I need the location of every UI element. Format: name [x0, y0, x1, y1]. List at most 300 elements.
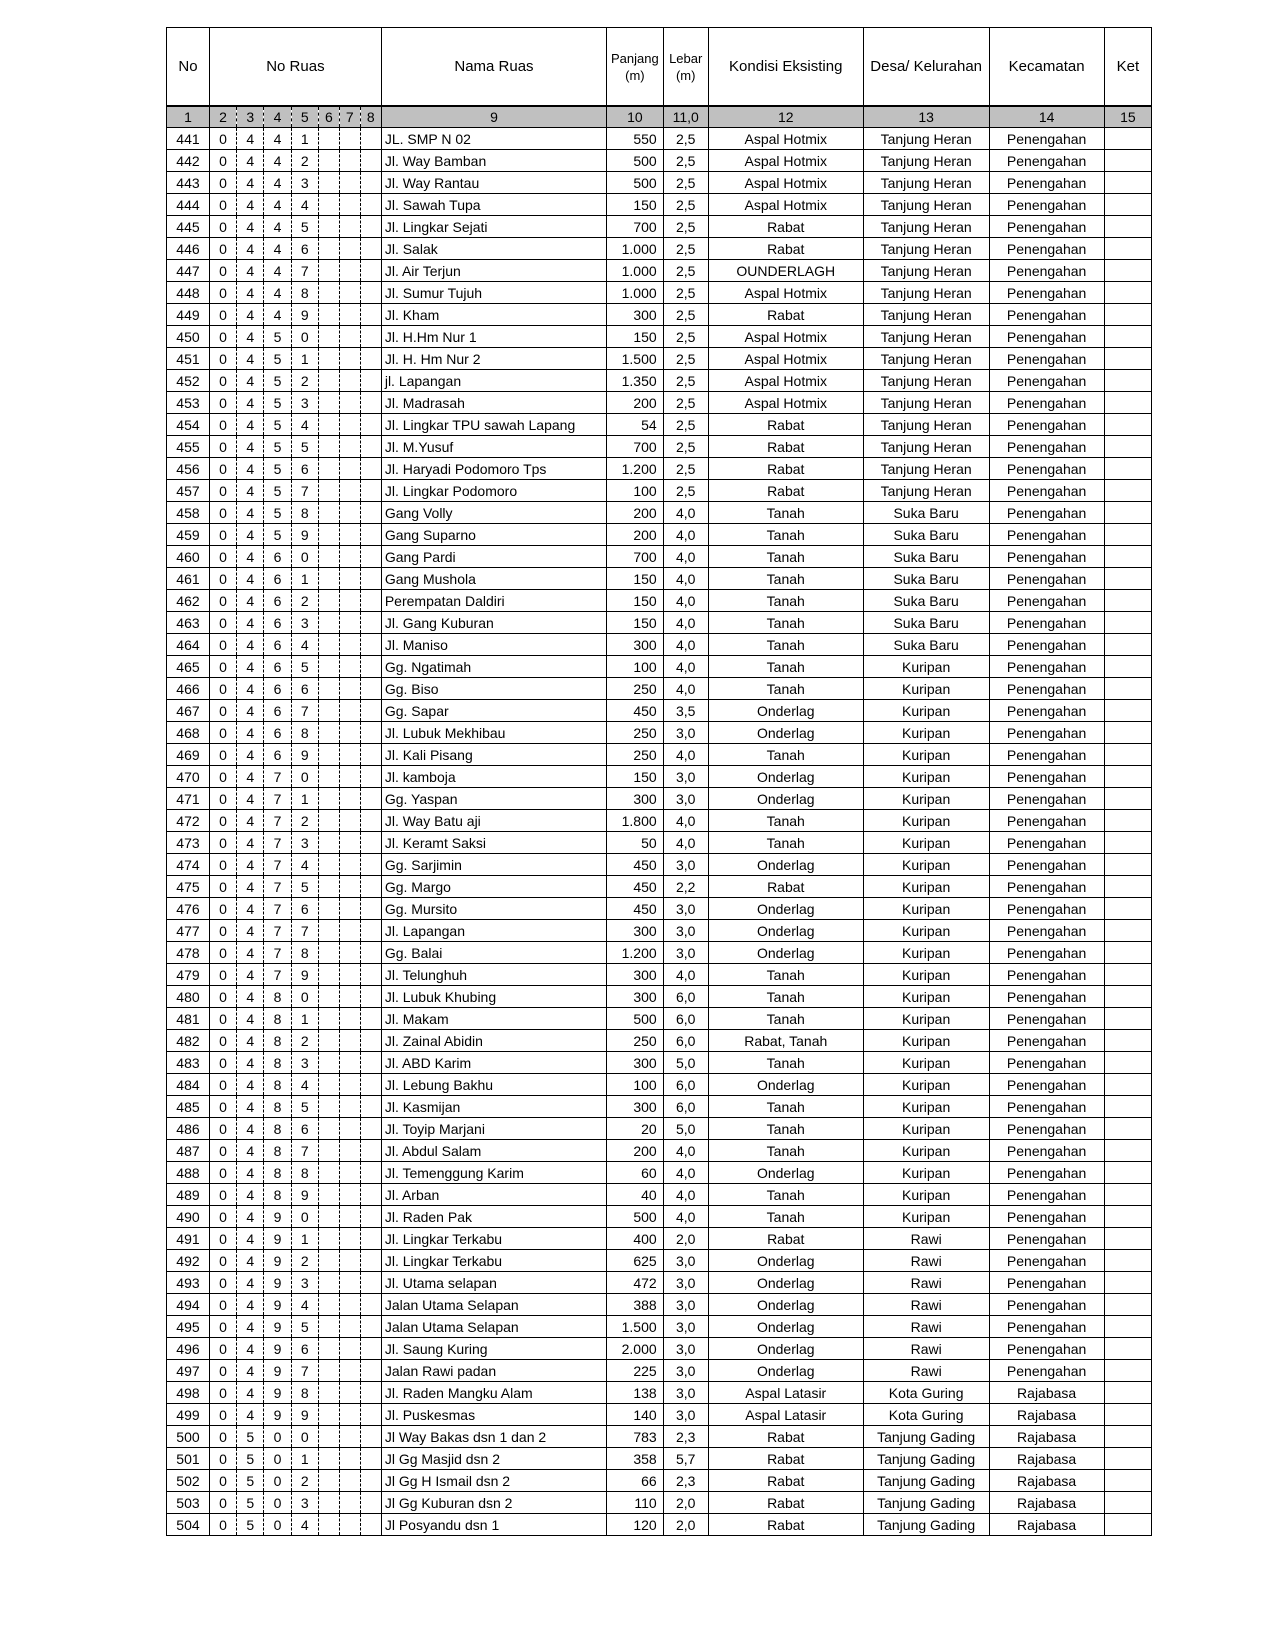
desa: Kuripan — [863, 766, 989, 788]
kecamatan: Penengahan — [989, 986, 1104, 1008]
ruas-digit-empty — [360, 1514, 381, 1536]
ruas-digit-empty — [360, 1272, 381, 1294]
ruas-digit-empty — [339, 1030, 360, 1052]
lebar: 3,0 — [663, 1316, 708, 1338]
ruas-digit-empty — [318, 1074, 339, 1096]
ruas-digit: 1 — [291, 1008, 318, 1030]
ket-cell — [1104, 1074, 1151, 1096]
kondisi: Aspal Hotmix — [708, 348, 863, 370]
row-number: 493 — [167, 1272, 210, 1294]
kondisi: Rabat — [708, 1470, 863, 1492]
ruas-digit-empty — [339, 370, 360, 392]
table-row — [167, 898, 1152, 920]
ruas-digit: 0 — [209, 788, 236, 810]
ket-cell — [1104, 744, 1151, 766]
ruas-digit-empty — [360, 1470, 381, 1492]
ruas-digit: 4 — [291, 854, 318, 876]
row-number: 492 — [167, 1250, 210, 1272]
kecamatan: Penengahan — [989, 1184, 1104, 1206]
ruas-digit-empty — [339, 854, 360, 876]
ruas-digit-empty — [339, 1426, 360, 1448]
ruas-digit: 5 — [237, 1448, 264, 1470]
table-row — [167, 612, 1152, 634]
nama-ruas: Gg. Mursito — [381, 898, 606, 920]
nama-ruas: Jl. Lubuk Mekhibau — [381, 722, 606, 744]
desa: Rawi — [863, 1272, 989, 1294]
table-row — [167, 964, 1152, 986]
row-number: 445 — [167, 216, 210, 238]
desa: Tanjung Gading — [863, 1514, 989, 1536]
nama-ruas: Gg. Sarjimin — [381, 854, 606, 876]
ruas-digit: 0 — [209, 370, 236, 392]
ruas-digit: 0 — [209, 414, 236, 436]
kondisi: OUNDERLAGH — [708, 260, 863, 282]
ruas-digit: 0 — [209, 612, 236, 634]
panjang: 200 — [607, 1140, 664, 1162]
lebar: 3,0 — [663, 1404, 708, 1426]
ket-cell — [1104, 326, 1151, 348]
ruas-digit-empty — [360, 656, 381, 678]
ket-cell — [1104, 1008, 1151, 1030]
table-row — [167, 1338, 1152, 1360]
kecamatan: Rajabasa — [989, 1426, 1104, 1448]
kecamatan: Penengahan — [989, 876, 1104, 898]
ruas-digit: 0 — [209, 436, 236, 458]
ruas-digit: 4 — [237, 986, 264, 1008]
ruas-digit: 5 — [264, 502, 291, 524]
desa: Suka Baru — [863, 546, 989, 568]
nama-ruas: Gg. Ngatimah — [381, 656, 606, 678]
ruas-digit-empty — [339, 612, 360, 634]
table-row — [167, 1294, 1152, 1316]
lebar: 4,0 — [663, 744, 708, 766]
table-row — [167, 172, 1152, 194]
ruas-digit-empty — [339, 876, 360, 898]
header-row — [167, 28, 1152, 107]
row-number: 467 — [167, 700, 210, 722]
ruas-digit-empty — [318, 304, 339, 326]
column-number: 9 — [381, 106, 606, 128]
header-kondisi: Kondisi Eksisting — [708, 28, 863, 107]
ruas-digit: 0 — [209, 1514, 236, 1536]
ket-cell — [1104, 1030, 1151, 1052]
ruas-digit-empty — [360, 920, 381, 942]
ket-cell — [1104, 832, 1151, 854]
ruas-digit: 5 — [264, 436, 291, 458]
kondisi: Tanah — [708, 502, 863, 524]
ruas-digit: 4 — [237, 1184, 264, 1206]
ruas-digit-empty — [339, 1404, 360, 1426]
ruas-digit-empty — [339, 744, 360, 766]
nama-ruas: Jl. Puskesmas — [381, 1404, 606, 1426]
ruas-digit-empty — [318, 1052, 339, 1074]
nama-ruas: Jl. H. Hm Nur 2 — [381, 348, 606, 370]
nama-ruas: Gg. Margo — [381, 876, 606, 898]
ruas-digit-empty — [360, 634, 381, 656]
ruas-digit-empty — [360, 458, 381, 480]
ruas-digit: 3 — [291, 832, 318, 854]
ruas-digit: 4 — [264, 238, 291, 260]
ruas-digit: 8 — [264, 1074, 291, 1096]
lebar: 4,0 — [663, 810, 708, 832]
ruas-digit: 4 — [237, 436, 264, 458]
nama-ruas: Jl. Lebung Bakhu — [381, 1074, 606, 1096]
ruas-digit: 6 — [291, 678, 318, 700]
ruas-digit-empty — [339, 700, 360, 722]
ruas-digit: 1 — [291, 788, 318, 810]
kondisi: Rabat — [708, 1426, 863, 1448]
ruas-digit: 2 — [291, 590, 318, 612]
desa: Tanjung Gading — [863, 1448, 989, 1470]
ruas-digit: 7 — [264, 810, 291, 832]
nama-ruas: Jl. Lingkar Terkabu — [381, 1228, 606, 1250]
ruas-digit: 7 — [264, 920, 291, 942]
column-number: 7 — [339, 106, 360, 128]
table-row — [167, 766, 1152, 788]
panjang: 100 — [607, 480, 664, 502]
ket-cell — [1104, 458, 1151, 480]
ruas-digit-empty — [339, 722, 360, 744]
kecamatan: Penengahan — [989, 546, 1104, 568]
ruas-digit-empty — [318, 964, 339, 986]
kondisi: Onderlag — [708, 1338, 863, 1360]
table-row — [167, 788, 1152, 810]
lebar: 4,0 — [663, 612, 708, 634]
kondisi: Tanah — [708, 986, 863, 1008]
desa: Kuripan — [863, 854, 989, 876]
ruas-digit: 7 — [291, 920, 318, 942]
table-row — [167, 634, 1152, 656]
panjang: 625 — [607, 1250, 664, 1272]
ket-cell — [1104, 282, 1151, 304]
panjang: 1.000 — [607, 282, 664, 304]
lebar: 4,0 — [663, 1140, 708, 1162]
ruas-digit-empty — [318, 1228, 339, 1250]
ruas-digit-empty — [339, 1074, 360, 1096]
ruas-digit: 0 — [209, 480, 236, 502]
panjang: 150 — [607, 194, 664, 216]
nama-ruas: Jl. Lubuk Khubing — [381, 986, 606, 1008]
ruas-digit: 2 — [291, 1470, 318, 1492]
row-number: 443 — [167, 172, 210, 194]
ruas-digit: 3 — [291, 1492, 318, 1514]
ruas-digit-empty — [360, 1008, 381, 1030]
desa: Tanjung Heran — [863, 282, 989, 304]
row-number: 465 — [167, 656, 210, 678]
desa: Tanjung Heran — [863, 370, 989, 392]
desa: Kuripan — [863, 1118, 989, 1140]
ket-cell — [1104, 810, 1151, 832]
ruas-digit: 0 — [209, 898, 236, 920]
table-row — [167, 1096, 1152, 1118]
lebar: 2,5 — [663, 282, 708, 304]
kondisi: Tanah — [708, 524, 863, 546]
ket-cell — [1104, 1272, 1151, 1294]
desa: Kuripan — [863, 1052, 989, 1074]
table-row — [167, 1250, 1152, 1272]
desa: Tanjung Heran — [863, 458, 989, 480]
lebar: 4,0 — [663, 1206, 708, 1228]
ruas-digit: 6 — [291, 898, 318, 920]
kondisi: Aspal Hotmix — [708, 392, 863, 414]
ket-cell — [1104, 1404, 1151, 1426]
ruas-digit-empty — [360, 766, 381, 788]
table-row — [167, 700, 1152, 722]
ruas-digit: 9 — [291, 964, 318, 986]
ruas-digit: 4 — [237, 1360, 264, 1382]
ruas-digit: 8 — [264, 1052, 291, 1074]
panjang: 450 — [607, 700, 664, 722]
table-row — [167, 1008, 1152, 1030]
desa: Rawi — [863, 1228, 989, 1250]
ruas-digit-empty — [318, 876, 339, 898]
ruas-digit: 4 — [264, 172, 291, 194]
ruas-digit-empty — [339, 1316, 360, 1338]
ruas-digit: 0 — [209, 832, 236, 854]
ket-cell — [1104, 788, 1151, 810]
ruas-digit: 8 — [264, 986, 291, 1008]
panjang: 150 — [607, 326, 664, 348]
ruas-digit: 0 — [209, 304, 236, 326]
kondisi: Rabat — [708, 304, 863, 326]
ruas-digit: 8 — [291, 722, 318, 744]
ruas-digit: 4 — [237, 260, 264, 282]
panjang: 200 — [607, 502, 664, 524]
ruas-digit: 4 — [264, 194, 291, 216]
kondisi: Tanah — [708, 590, 863, 612]
lebar: 3,0 — [663, 920, 708, 942]
road-table — [166, 27, 1152, 1536]
ruas-digit-empty — [339, 1140, 360, 1162]
kondisi: Rabat — [708, 1514, 863, 1536]
ruas-digit-empty — [339, 546, 360, 568]
ruas-digit: 4 — [237, 480, 264, 502]
row-number: 499 — [167, 1404, 210, 1426]
panjang: 250 — [607, 744, 664, 766]
ruas-digit: 8 — [264, 1162, 291, 1184]
ruas-digit: 4 — [264, 150, 291, 172]
desa: Kuripan — [863, 678, 989, 700]
ruas-digit: 4 — [237, 1316, 264, 1338]
row-number: 494 — [167, 1294, 210, 1316]
nama-ruas: Jl. Utama selapan — [381, 1272, 606, 1294]
ruas-digit: 9 — [291, 304, 318, 326]
kecamatan: Penengahan — [989, 282, 1104, 304]
ruas-digit: 6 — [291, 1118, 318, 1140]
ruas-digit: 0 — [209, 1294, 236, 1316]
row-number: 450 — [167, 326, 210, 348]
table-row — [167, 986, 1152, 1008]
ruas-digit-empty — [318, 1316, 339, 1338]
ruas-digit: 0 — [209, 1360, 236, 1382]
ruas-digit: 4 — [264, 128, 291, 150]
table-row — [167, 326, 1152, 348]
table-row — [167, 1448, 1152, 1470]
ruas-digit: 0 — [209, 348, 236, 370]
ruas-digit-empty — [360, 1074, 381, 1096]
ruas-digit: 0 — [209, 700, 236, 722]
panjang: 388 — [607, 1294, 664, 1316]
row-number: 481 — [167, 1008, 210, 1030]
ruas-digit: 2 — [291, 370, 318, 392]
column-number: 2 — [209, 106, 236, 128]
ruas-digit-empty — [339, 1096, 360, 1118]
ket-cell — [1104, 1316, 1151, 1338]
row-number: 459 — [167, 524, 210, 546]
row-number: 496 — [167, 1338, 210, 1360]
desa: Rawi — [863, 1294, 989, 1316]
ruas-digit: 0 — [209, 1206, 236, 1228]
panjang: 1.000 — [607, 260, 664, 282]
desa: Tanjung Heran — [863, 194, 989, 216]
nama-ruas: Jl. Way Rantau — [381, 172, 606, 194]
table-row — [167, 1118, 1152, 1140]
table-row — [167, 810, 1152, 832]
ruas-digit-empty — [360, 1118, 381, 1140]
nama-ruas: Jl. Kali Pisang — [381, 744, 606, 766]
table-row — [167, 1492, 1152, 1514]
ruas-digit: 0 — [209, 1492, 236, 1514]
ruas-digit: 4 — [237, 194, 264, 216]
table-row — [167, 414, 1152, 436]
ruas-digit: 3 — [291, 612, 318, 634]
row-number: 486 — [167, 1118, 210, 1140]
kecamatan: Penengahan — [989, 898, 1104, 920]
ruas-digit-empty — [360, 612, 381, 634]
row-number: 457 — [167, 480, 210, 502]
panjang: 1.800 — [607, 810, 664, 832]
ket-cell — [1104, 986, 1151, 1008]
kecamatan: Penengahan — [989, 348, 1104, 370]
ruas-digit-empty — [360, 194, 381, 216]
ruas-digit-empty — [360, 304, 381, 326]
row-number: 456 — [167, 458, 210, 480]
lebar: 2,0 — [663, 1514, 708, 1536]
ket-cell — [1104, 700, 1151, 722]
table-row — [167, 1470, 1152, 1492]
ruas-digit: 4 — [237, 744, 264, 766]
nama-ruas: Jl. Raden Pak — [381, 1206, 606, 1228]
ruas-digit: 7 — [264, 766, 291, 788]
kondisi: Aspal Hotmix — [708, 128, 863, 150]
ruas-digit-empty — [339, 1206, 360, 1228]
kecamatan: Penengahan — [989, 1316, 1104, 1338]
ruas-digit: 0 — [264, 1448, 291, 1470]
ruas-digit-empty — [360, 282, 381, 304]
row-number: 462 — [167, 590, 210, 612]
ket-cell — [1104, 348, 1151, 370]
lebar: 2,3 — [663, 1470, 708, 1492]
ruas-digit-empty — [360, 876, 381, 898]
ruas-digit: 0 — [209, 766, 236, 788]
ruas-digit-empty — [360, 1206, 381, 1228]
lebar: 3,0 — [663, 1338, 708, 1360]
ruas-digit: 4 — [237, 634, 264, 656]
column-number: 10 — [607, 106, 664, 128]
ruas-digit-empty — [318, 1470, 339, 1492]
ruas-digit: 4 — [237, 1162, 264, 1184]
panjang: 450 — [607, 854, 664, 876]
ruas-digit: 4 — [237, 898, 264, 920]
kondisi: Rabat — [708, 480, 863, 502]
ruas-digit-empty — [360, 546, 381, 568]
ruas-digit-empty — [360, 1338, 381, 1360]
ruas-digit: 8 — [291, 942, 318, 964]
ruas-digit-empty — [360, 788, 381, 810]
ruas-digit-empty — [318, 568, 339, 590]
ruas-digit: 0 — [291, 1426, 318, 1448]
nama-ruas: Jl. Raden Mangku Alam — [381, 1382, 606, 1404]
ruas-digit-empty — [339, 788, 360, 810]
desa: Tanjung Heran — [863, 436, 989, 458]
ket-cell — [1104, 524, 1151, 546]
ruas-digit-empty — [339, 1470, 360, 1492]
row-number: 495 — [167, 1316, 210, 1338]
ruas-digit: 0 — [209, 810, 236, 832]
kondisi: Tanah — [708, 1140, 863, 1162]
row-number: 472 — [167, 810, 210, 832]
ket-cell — [1104, 238, 1151, 260]
panjang: 300 — [607, 1052, 664, 1074]
desa: Kuripan — [863, 788, 989, 810]
ket-cell — [1104, 722, 1151, 744]
ruas-digit-empty — [318, 1272, 339, 1294]
ket-cell — [1104, 1514, 1151, 1536]
ruas-digit: 0 — [209, 590, 236, 612]
ruas-digit: 4 — [237, 1404, 264, 1426]
panjang: 1.500 — [607, 348, 664, 370]
table-row — [167, 942, 1152, 964]
lebar: 4,0 — [663, 568, 708, 590]
ruas-digit-empty — [318, 414, 339, 436]
ruas-digit-empty — [318, 1250, 339, 1272]
ruas-digit-empty — [339, 656, 360, 678]
table-row — [167, 238, 1152, 260]
ruas-digit-empty — [318, 348, 339, 370]
panjang: 700 — [607, 436, 664, 458]
ruas-digit: 8 — [291, 1162, 318, 1184]
ruas-digit: 0 — [209, 150, 236, 172]
panjang: 300 — [607, 920, 664, 942]
ruas-digit: 4 — [237, 1206, 264, 1228]
ruas-digit-empty — [339, 502, 360, 524]
lebar: 3,0 — [663, 1272, 708, 1294]
ruas-digit: 1 — [291, 128, 318, 150]
ruas-digit: 4 — [264, 260, 291, 282]
ket-cell — [1104, 502, 1151, 524]
header-kecamatan: Kecamatan — [989, 28, 1104, 107]
lebar: 2,2 — [663, 876, 708, 898]
ruas-digit-empty — [360, 172, 381, 194]
ruas-digit: 5 — [237, 1514, 264, 1536]
column-number: 4 — [264, 106, 291, 128]
ruas-digit-empty — [318, 1118, 339, 1140]
ruas-digit: 8 — [291, 502, 318, 524]
ruas-digit: 4 — [237, 1272, 264, 1294]
ruas-digit: 8 — [264, 1030, 291, 1052]
ruas-digit-empty — [360, 898, 381, 920]
ruas-digit-empty — [318, 1426, 339, 1448]
ruas-digit-empty — [318, 546, 339, 568]
ruas-digit-empty — [339, 458, 360, 480]
ruas-digit-empty — [339, 194, 360, 216]
ruas-digit: 4 — [237, 854, 264, 876]
ruas-digit-empty — [318, 1206, 339, 1228]
ruas-digit: 0 — [209, 546, 236, 568]
row-number: 446 — [167, 238, 210, 260]
kondisi: Rabat — [708, 436, 863, 458]
ruas-digit-empty — [339, 1008, 360, 1030]
